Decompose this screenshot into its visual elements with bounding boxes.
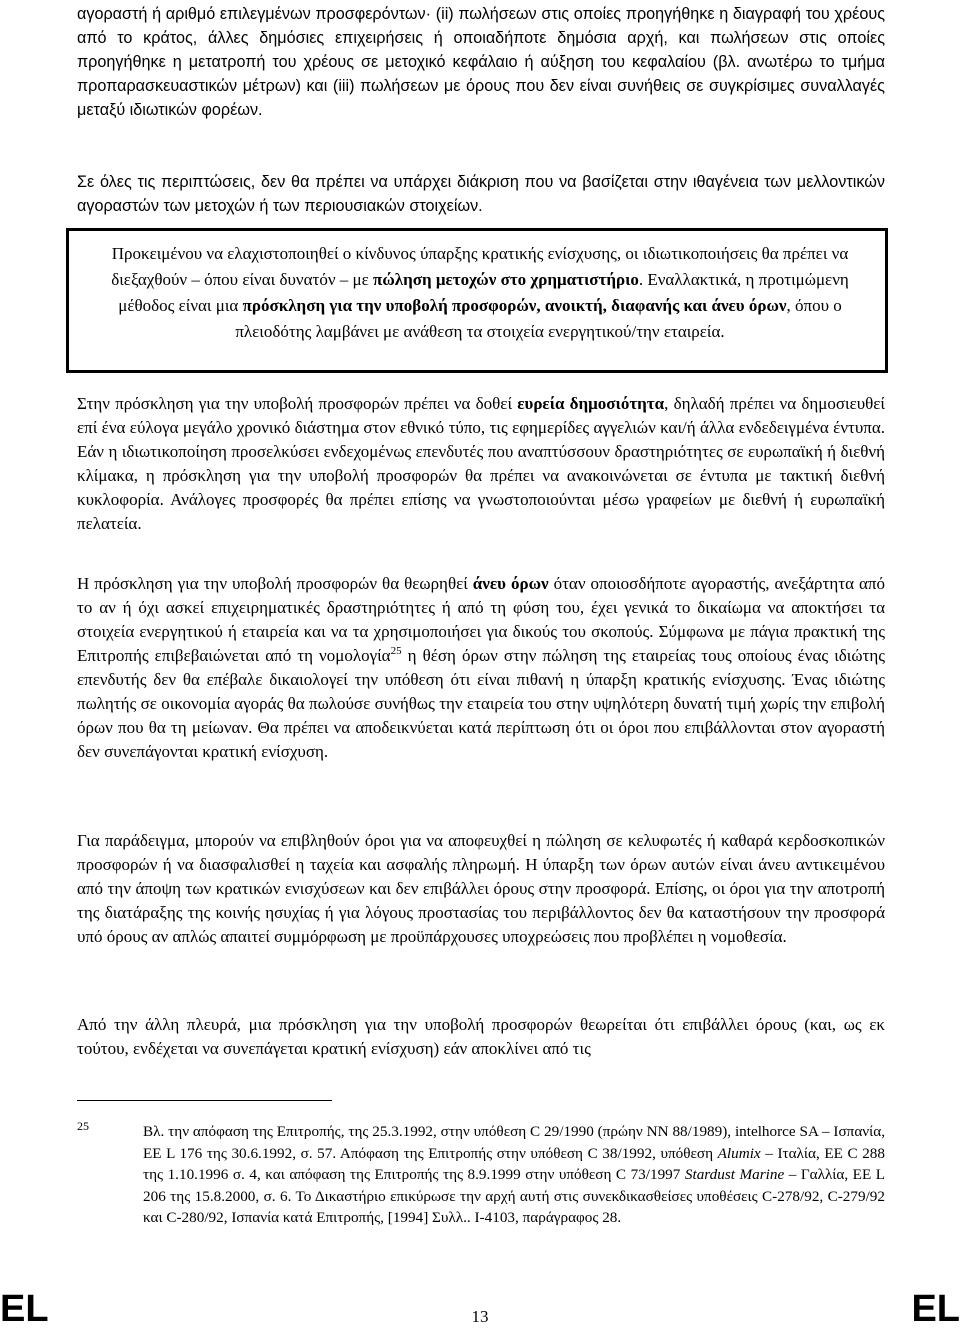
paragraph-6: Από την άλλη πλευρά, μια πρόσκληση για την υποβολή προσφορών θεωρείται ότι επιβάλλει όρους (και, ως εκ τούτου, ενδέχεται να συνεπάγεται κρατική ενίσχυση) εάν αποκλίνει από τις xyxy=(77,1015,885,1058)
footnote-text: Βλ. την απόφαση της Επιτροπής, της 25.3.1992, στην υπόθεση C 29/1990 (πρώην NN 88/1989), intelhorce SA – Ισπανία, ΕΕ L 176 της 30.6.1992, σ. 57. Απόφαση της Επιτροπής στην υπόθεση C 38/1992, υπόθεση Alumix – Ιταλία, ΕΕ C 288 της 1.10.1996 σ. 4, και απόφαση της Επιτροπής της 8.9.1999 στην υπόθεση C 73/1997 Stardust Marine – Γαλλία, ΕΕ L 206 της 15.8.2000, σ. 6. Το Δικαστήριο επικύρωσε την αρχή αυτή στις συνεκδικασθείσες υποθέσεις C-278/92, C-279/92 και C-280/92, Ισπανία κατά Επιτροπής, [1994] Συλλ.. I-4103, παράγραφος 28. xyxy=(143,1123,886,1226)
page-number: 13 xyxy=(471,1307,489,1326)
paragraph-4-bold: άνευ όρων xyxy=(472,574,549,593)
footnote-number: 25 xyxy=(77,1119,89,1133)
paragraph-3: Στην πρόσκληση για την υποβολή προσφορών πρέπει να δοθεί ευρεία δημοσιότητα, δηλαδή πρέπει να δημοσιευθεί επί ένα εύλογα μεγάλο χρονικό διάστημα στον εθνικό τύπο, τις εφημερίδες αγγελιών και/ή άλλα ενδεδειγμένα έντυπα. Εάν η ιδιωτικοποίηση προσελκύσει ενδεχομένως επενδυτές που αναπτύσσουν δραστηριότητες σε ευρωπαϊκή ή διεθνή κλίμακα, η πρόσκληση για την υποβολή προσφορών θα πρέπει να ανακοινώνεται σε έντυπα με τακτική διεθνή κυκλοφορία. Ανάλογες προσφορές θα πρέπει επίσης να γνωστοποιούνται μέσω γραφείων με διεθνή ή ευρωπαϊκή πελατεία. xyxy=(77,394,885,533)
highlight-bold-1: πώληση μετοχών στο χρηματιστήριο xyxy=(373,270,639,289)
footer-language-right: EL xyxy=(911,1288,960,1330)
footnote-separator xyxy=(77,1100,332,1101)
footnote-reference: 25 xyxy=(390,645,402,657)
paragraph-3-bold: ευρεία δημοσιότητα xyxy=(517,394,665,413)
footer-language-left: EL xyxy=(0,1288,49,1330)
highlight-box-text: Προκειμένου να ελαχιστοποιηθεί ο κίνδυνος ύπαρξης κρατικής ενίσχυσης, οι ιδιωτικοποιήσεις θα πρέπει να διεξαχθούν – όπου είναι δυνατόν – με πώληση μετοχών στο χρηματιστήριο. Εναλλακτικά, η προτιμώμενη μέθοδος είναι μια πρόσκληση για την υποβολή προσφορών, ανοικτή, διαφανής και άνευ όρων, όπου ο πλειοδότης λαμβάνει με ανάθεση τα στοιχεία ενεργητικού/την εταιρεία. xyxy=(111,244,849,341)
paragraph-5: Για παράδειγμα, μπορούν να επιβληθούν όροι για να αποφευχθεί η πώληση σε κελυφωτές ή καθαρά κερδοσκοπικών προσφορών ή να διασφαλισθεί η ταχεία και ασφαλής πληρωμή. Η ύπαρξη των όρων αυτών είναι άνευ αντικειμένου από την άποψη των κρατικών ενισχύσεων και δεν επιβάλλει όρους στην προσφορά. Επίσης, οι όροι για την αποτροπή της διατάραξης της κοινής ησυχίας ή για λόγους προστασίας του περιβάλλοντος δεν θα καταστήσουν την προσφορά υπό όρους αν απλώς απαιτεί συμμόρφωση με προϋπάρχουσες υποχρεώσεις που προβλέπει η νομοθεσία. xyxy=(77,831,885,946)
highlight-bold-2: πρόσκληση για την υποβολή προσφορών, ανοικτή, διαφανής και άνευ όρων xyxy=(242,296,787,315)
paragraph-2: Σε όλες τις περιπτώσεις, δεν θα πρέπει να υπάρχει διάκριση που να βασίζεται στην ιθαγένεια των μελλοντικών αγοραστών των μετοχών ή των περιουσιακών στοιχείων. xyxy=(77,173,885,215)
paragraph-1: αγοραστή ή αριθμό επιλεγμένων προσφερόντων· (ii) πωλήσεων στις οποίες προηγήθηκε η διαγραφή του χρέους από το κράτος, άλλες δημόσιες επιχειρήσεις ή οποιαδήποτε δημόσια αρχή, και πωλήσεων στις οποίες προηγήθηκε η μετατροπή του χρέους σε μετοχικό κεφάλαιο ή αύξηση του κεφαλαίου (βλ. ανωτέρω το τμήμα προπαρασκευαστικών μέτρων) και (iii) πωλήσεων με όρους που δεν είναι συνήθεις σε συγκρίσιμες συναλλαγές μεταξύ ιδιωτικών φορέων. xyxy=(77,5,885,119)
paragraph-4: Η πρόσκληση για την υποβολή προσφορών θα θεωρηθεί άνευ όρων όταν οποιοσδήποτε αγοραστής, ανεξάρτητα από το αν ή όχι ασκεί επιχειρηματικές δραστηριότητες ή από τη φύση του, έχει γενικά το δικαίωμα να αποκτήσει τα στοιχεία ενεργητικού ή εταιρεία και να τα χρησιμοποιήσει για δικούς του σκοπούς. Σύμφωνα με πάγια πρακτική της Επιτροπής επιβεβαιώνεται από τη νομολογία$^{25}$ η θέση όρων στην πώληση της εταιρείας τους οποίους ένας ιδιώτης επενδυτής δεν θα επέβαλε δικαιολογεί την υπόθεση ότι είναι πιθανή η ύπαρξη κρατικής ενίσχυσης. Ένας ιδιώτης πωλητής σε οικονομία αγοράς θα πωλούσε συνήθως την εταιρεία του στην υψηλότερη δυνατή τιμή χωρίς την επιβολή όρων που θα τη μείωναν. Θα πρέπει να αποδεικνύεται κατά περίπτωση ότι οι όροι που επιβάλλονται στον αγοραστή δεν συνεπάγονται κρατική ενίσχυση. xyxy=(77,574,885,761)
